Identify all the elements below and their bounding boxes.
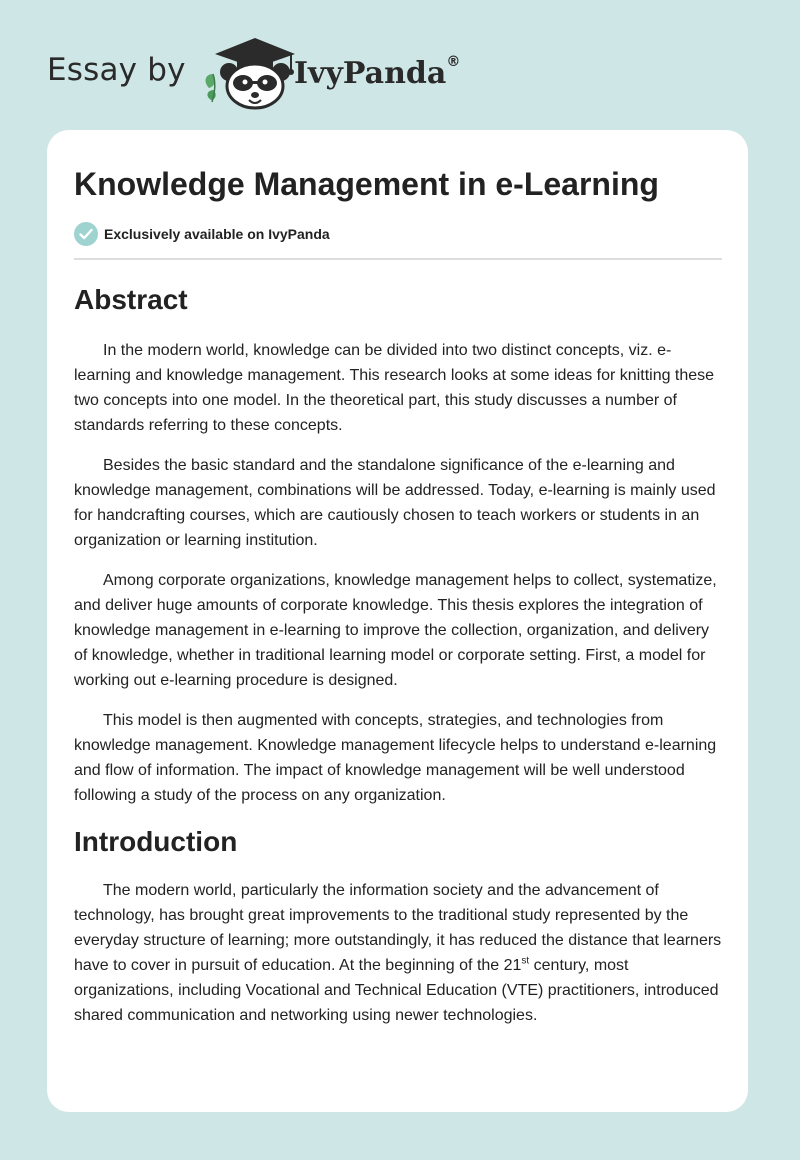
essay-by-label: Essay by: [47, 52, 186, 88]
section-heading-introduction: Introduction: [74, 826, 238, 857]
paragraph: This model is then augmented with concepts, strategies, and technologies from knowledge management. Knowledge management lifecycle helps to understand e-learning and flow of information. The impact of knowledge management will be well understood following a study of the process on any organization.: [74, 712, 717, 804]
paragraph: Besides the basic standard and the standalone significance of the e-learning and knowledge management, combinations will be addressed. Today, e-learning is mainly used for handcrafting courses, which are cautiously chosen to teach workers or students in an organization or learning institution.: [74, 457, 716, 549]
divider: [74, 258, 722, 260]
paragraph: The modern world, particularly the information society and the advancement of technology, has brought great improvements to the traditional study represented by the everyday structure of learning; more outstandingly, it has reduced the distance that learners have to cover in pursuit of education. At the beginning of the 21st century, most organizations, including Vocational and Technical Education (VTE) practitioners, introduced shared communication and networking using newer technologies.: [74, 882, 722, 1024]
paragraph: In the modern world, knowledge can be divided into two distinct concepts, viz. e-learning and knowledge management. This research looks at some ideas for knitting these two concepts into one model. In the theoretical part, this study discusses a number of standards referring to these concepts.: [74, 342, 715, 434]
section-heading-abstract: Abstract: [74, 284, 188, 315]
exclusive-label: Exclusively available on IvyPanda: [104, 226, 330, 242]
check-icon: [74, 222, 98, 246]
exclusive-badge: [74, 220, 722, 248]
page-title: Knowledge Management in e-Learning: [74, 166, 659, 202]
site-header: [47, 30, 647, 110]
essay-card: [47, 130, 748, 1112]
brand-name[interactable]: IvyPanda®: [294, 54, 461, 91]
panda-logo-icon[interactable]: [199, 30, 299, 110]
paragraph: Among corporate organizations, knowledge management helps to collect, systematize, and deliver huge amounts of corporate knowledge. This thesis explores the integration of knowledge management in e-learning to improve the collection, organization, and delivery of knowledge, whether in traditional learning model or corporate setting. First, a model for working out e-learning procedure is designed.: [74, 572, 717, 689]
